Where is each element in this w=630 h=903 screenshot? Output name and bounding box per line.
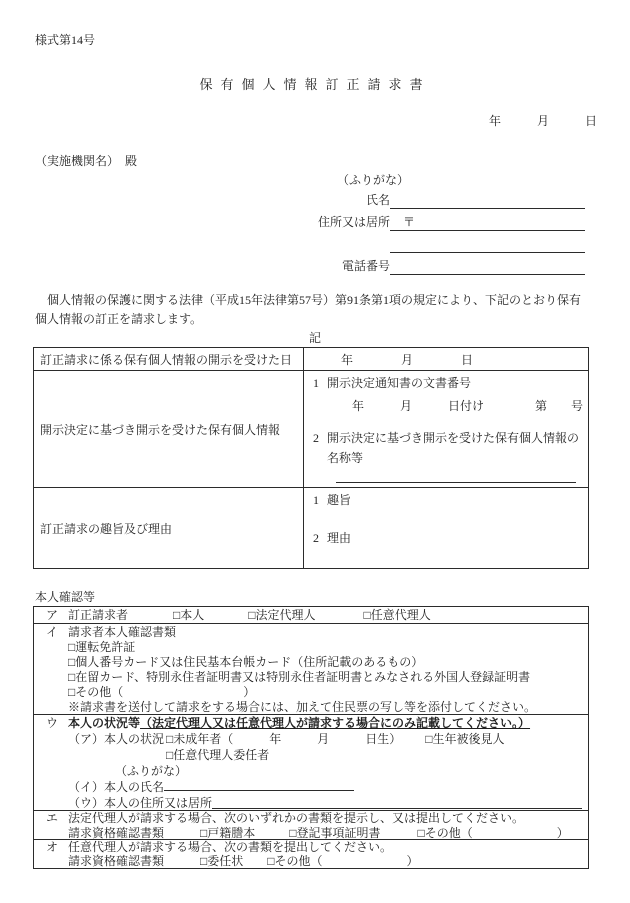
- purpose-reason-label-text: 訂正請求の趣旨及び理由: [40, 521, 173, 536]
- documents-title: 請求者本人確認書類: [68, 625, 177, 639]
- disclosed-info-label-text: 開示決定に基づき開示を受けた保有個人情報: [40, 422, 281, 437]
- doc-number-blanks: 第 号: [534, 399, 583, 413]
- principal-name-label: （イ）本人の氏名: [68, 780, 165, 794]
- principal-status-title-line: [68, 715, 584, 731]
- doc-number-text: 開示決定通知書の文書番号: [327, 376, 472, 390]
- name-input-line: [390, 191, 585, 209]
- item-number: 1: [313, 493, 319, 507]
- addressee: （実施機関名） 殿: [35, 154, 138, 168]
- qualification-docs-label: 請求資格確認書類: [68, 825, 165, 840]
- checkbox-other-qualification: □その他（ ）: [417, 825, 569, 840]
- voluntary-agent-instruction: 任意代理人が請求する場合、次の書類を提出してください。: [68, 840, 393, 854]
- date-line: 年 月 日: [488, 114, 597, 128]
- page-title: 保有個人情報訂正請求書: [199, 77, 431, 92]
- phone-input-line: [390, 257, 585, 275]
- info-name-input-line: [336, 482, 576, 483]
- principal-status-label: （ア）本人の状況: [68, 732, 165, 746]
- voluntary-agent-docs-content: [68, 840, 588, 868]
- item-number: 2: [313, 431, 319, 445]
- doc-date-line: [304, 399, 588, 414]
- checkbox-voluntary-agent: □任意代理人: [363, 608, 431, 622]
- reason-item: [304, 531, 588, 546]
- checkbox-minor: □未成年者（ 年 月 日生）: [166, 732, 402, 746]
- checkbox-family-register: □戸籍謄本: [200, 825, 256, 840]
- identity-table: [33, 606, 589, 869]
- checkbox-self: □本人: [173, 608, 205, 622]
- checkbox-adult-ward: □生年被後見人: [425, 732, 505, 746]
- purpose-reason-content: [304, 488, 588, 568]
- checkbox-other-qualification: □その他（ ）: [267, 854, 419, 868]
- row-letter: ア: [46, 608, 59, 622]
- disclosed-info-content: [304, 371, 588, 487]
- identity-row-documents: [34, 624, 588, 715]
- table-row-disclosure-date: [34, 348, 588, 371]
- doc-date-blanks: 年 月 日付け: [352, 399, 485, 413]
- disclosure-date-blanks: 年 月 日: [341, 353, 474, 367]
- row-letter: エ: [46, 811, 59, 825]
- voluntary-agent-doc-options: [68, 854, 584, 868]
- legal-agent-instruction: 法定代理人が請求する場合、次のいずれかの書類を提示し、又は提出してください。: [68, 811, 525, 825]
- qualification-docs-label: 請求資格確認書類: [68, 854, 165, 868]
- requester-label: 訂正請求者: [68, 608, 129, 622]
- identity-row-requester: [34, 607, 588, 624]
- address-continuation-spacer: [190, 235, 390, 253]
- checkbox-legal-agent: □法定代理人: [248, 608, 316, 622]
- doc-number-item: [304, 376, 588, 391]
- checkbox-voluntary-delegate: □任意代理人委任者: [166, 748, 270, 762]
- purpose-item: [304, 493, 588, 508]
- request-table: [33, 347, 589, 569]
- row-letter: ウ: [46, 716, 59, 730]
- principal-address-input-line: [212, 795, 582, 809]
- identity-row-principal-status: [34, 715, 588, 811]
- principal-status-content: [68, 715, 588, 810]
- identity-row-voluntary-agent-docs: [34, 840, 588, 868]
- principal-furigana-label: （ふりがな）: [115, 764, 188, 778]
- principal-address-label: （ウ）本人の住所又は居所: [68, 796, 213, 810]
- principal-status-options-line: [68, 731, 584, 747]
- body-paragraph: 個人情報の保護に関する法律（平成15年法律第57号）第91条第1項の規定により、下記のとおり保有個人情報の訂正を請求します。: [35, 293, 582, 326]
- principal-status-title: 本人の状況等: [68, 716, 141, 730]
- address-label: 住所又は居所: [317, 215, 390, 229]
- checkbox-power-of-attorney: □委任状: [200, 854, 244, 868]
- item-number: 2: [313, 531, 319, 545]
- legal-agent-docs-content: [68, 811, 588, 839]
- checkbox-registration-certificate: □登記事項証明書: [289, 825, 381, 840]
- furigana-label: （ふりがな）: [337, 173, 410, 187]
- checkbox-mynumber-card: □個人番号カード又は住民基本台帳カード（住所記載のあるもの）: [68, 655, 424, 669]
- phone-label: 電話番号: [341, 259, 390, 273]
- address-continuation-line: [390, 235, 585, 253]
- identity-section-heading: 本人確認等: [35, 590, 96, 604]
- purpose-reason-label: [34, 488, 304, 568]
- form-number: 様式第14号: [35, 33, 96, 47]
- record-mark: 記: [308, 331, 321, 345]
- mailing-note: ※請求書を送付して請求をする場合には、加えて住民票の写し等を添付してください。: [68, 700, 537, 714]
- principal-address-line: [68, 795, 584, 811]
- reason-text: 理由: [327, 531, 352, 545]
- address-field-row: [190, 213, 585, 231]
- identity-row-legal-agent-docs: [34, 811, 588, 840]
- address-continuation-row: [190, 235, 585, 253]
- table-row-purpose-reason: [34, 488, 588, 568]
- checkbox-other-document: □その他（ ）: [68, 685, 256, 699]
- name-label: 氏名: [365, 193, 390, 207]
- principal-status-title-note: （法定代理人又は任意代理人が請求する場合にのみ記載してください。）: [140, 716, 531, 730]
- legal-agent-doc-options: [68, 826, 584, 841]
- disclosure-date-label: [34, 348, 304, 370]
- name-field-row: [190, 191, 585, 209]
- row-letter: イ: [46, 625, 59, 639]
- row-letter: オ: [46, 840, 59, 854]
- principal-name-input-line: [164, 779, 354, 791]
- postal-mark: 〒: [403, 215, 416, 229]
- requester-options: [68, 607, 588, 623]
- table-row-disclosed-info: [34, 371, 588, 488]
- disclosure-date-label-text: 訂正請求に係る保有個人情報の開示を受けた日: [40, 352, 293, 367]
- purpose-text: 趣旨: [327, 493, 352, 507]
- info-name-text: 開示決定に基づき開示を受けた保有個人情報の名称等: [327, 431, 580, 465]
- disclosure-date-value: [304, 348, 588, 370]
- checkbox-residence-card: □在留カード、特別永住者証明書又は特別永住者証明書とみなされる外国人登録証明書: [68, 670, 531, 684]
- principal-name-line: [68, 779, 584, 795]
- info-name-item: [304, 428, 588, 468]
- address-input-line: [390, 213, 585, 231]
- disclosed-info-label: [34, 371, 304, 487]
- phone-field-row: [190, 257, 585, 275]
- documents-content: [68, 625, 588, 714]
- item-number: 1: [313, 376, 319, 390]
- checkbox-drivers-license: □運転免許証: [68, 640, 136, 654]
